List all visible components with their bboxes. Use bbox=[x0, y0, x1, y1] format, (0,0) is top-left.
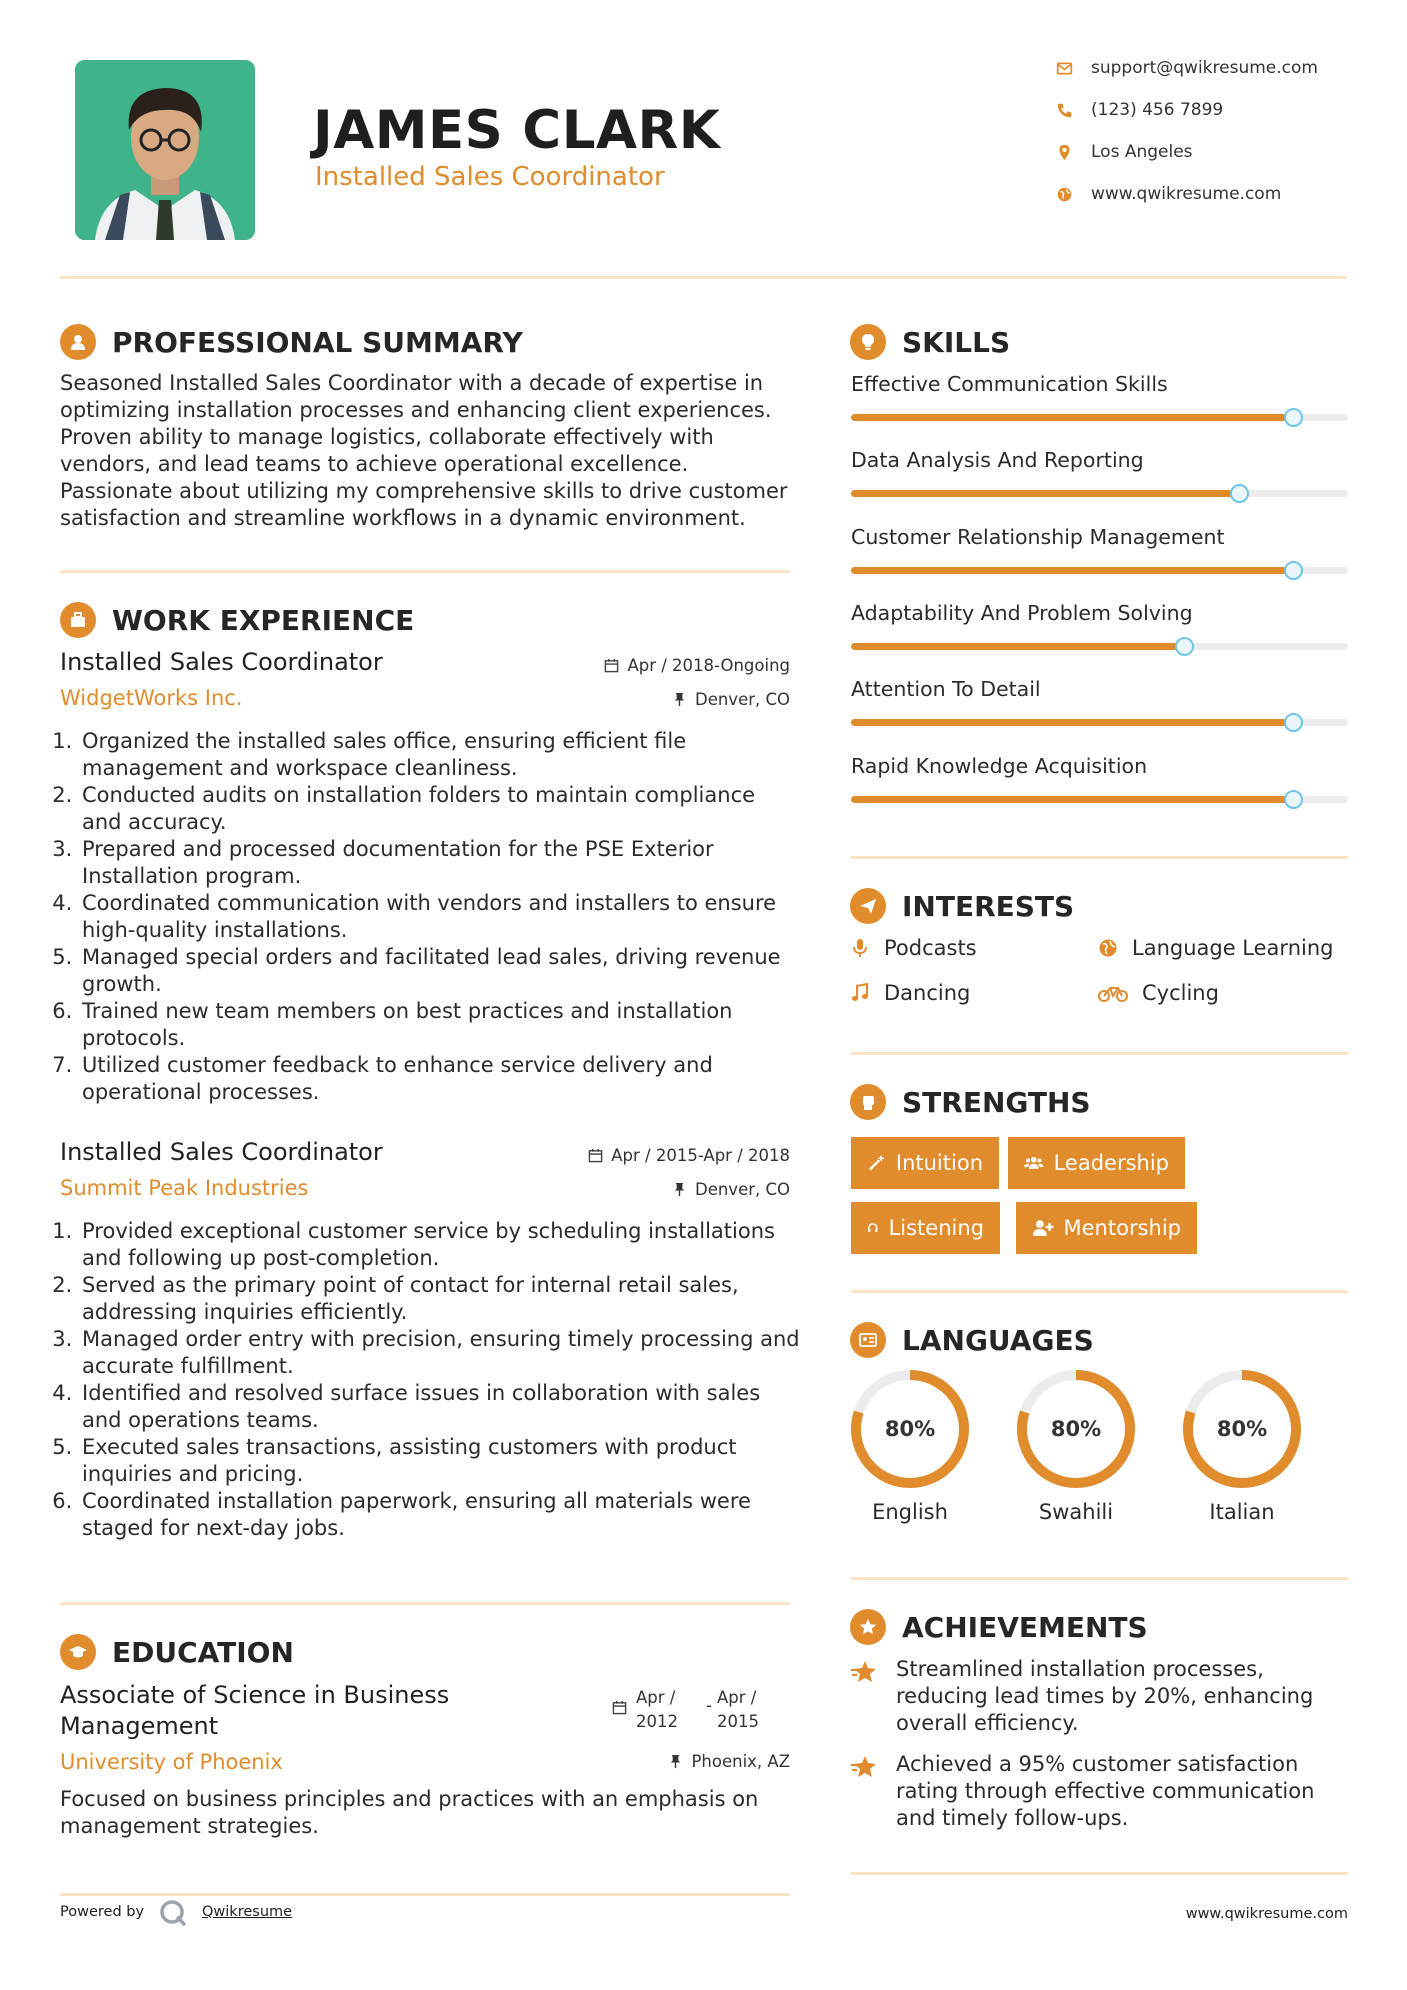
summary-divider bbox=[60, 570, 790, 573]
interest-label: Cycling bbox=[1142, 981, 1219, 1005]
globe-icon bbox=[1098, 938, 1118, 958]
skills-heading bbox=[850, 324, 1010, 360]
education-school: University of Phoenix bbox=[60, 1750, 283, 1774]
summary-heading bbox=[60, 324, 523, 360]
language-percent: 80% bbox=[884, 1417, 936, 1441]
achievements-heading bbox=[850, 1609, 1148, 1645]
skill-bar bbox=[851, 719, 1348, 726]
calendar-icon bbox=[612, 1700, 627, 1715]
language-ring bbox=[1015, 1368, 1137, 1490]
globe-icon bbox=[1056, 186, 1073, 203]
magic-wand-icon bbox=[867, 1152, 886, 1174]
pushpin-icon bbox=[672, 1182, 687, 1197]
strength-intuition bbox=[851, 1137, 999, 1189]
language-name: English bbox=[872, 1500, 948, 1524]
skill-bar-fill bbox=[851, 490, 1239, 497]
summary-text: Seasoned Installed Sales Coordinator with a decade of expertise in optimizing installation processes and enhancing client experiences. Proven ability to manage logistics, collaborate effectively with vendors, and lead teams to achieve operational excellence. Passionate about utilizing my comprehensive skills to drive customer satisfaction and streamline workflows in a dynamic environment. bbox=[60, 371, 788, 530]
calendar-icon bbox=[604, 658, 619, 673]
interest-dancing bbox=[850, 981, 970, 1005]
language-name: Italian bbox=[1209, 1500, 1275, 1524]
contact-email-text: support@qwikresume.com bbox=[1091, 58, 1318, 78]
skill-bar bbox=[851, 567, 1348, 574]
achievements-divider bbox=[851, 1872, 1348, 1875]
job-2-duties bbox=[60, 1218, 800, 1542]
candidate-title: Installed Sales Coordinator bbox=[315, 162, 665, 192]
contact-website[interactable] bbox=[1056, 184, 1356, 204]
achievement-text: Streamlined installation processes, reducing lead times by 20%, enhancing overall efficiency. bbox=[896, 1657, 1314, 1735]
raised-fist-icon bbox=[850, 1084, 886, 1120]
interests-heading bbox=[850, 888, 1074, 924]
language-name: Swahili bbox=[1038, 1500, 1114, 1524]
skill-label: Effective Communication Skills bbox=[851, 372, 1168, 396]
achievement-star-icon bbox=[850, 1658, 878, 1686]
skill-label: Adaptability And Problem Solving bbox=[851, 600, 1193, 625]
paper-plane-icon bbox=[850, 888, 886, 924]
contact-location bbox=[1056, 142, 1356, 162]
user-plus-icon bbox=[1032, 1217, 1054, 1239]
map-pin-icon bbox=[1056, 144, 1073, 161]
footer-brand-link[interactable]: Qwikresume bbox=[202, 1904, 293, 1920]
job-1-duties bbox=[60, 728, 800, 1106]
strength-mentorship bbox=[1016, 1202, 1197, 1254]
education-date-separator: - bbox=[706, 1696, 712, 1715]
interest-language-learning bbox=[1098, 936, 1333, 960]
header-divider bbox=[60, 276, 1347, 279]
language-percent: 80% bbox=[1050, 1417, 1102, 1441]
job-1-duty: 7. Utilized customer feedback to enhance service delivery and operational processes. bbox=[79, 1052, 800, 1106]
job-2-dates-text: Apr / 2015-Apr / 2018 bbox=[611, 1146, 790, 1165]
id-card-icon bbox=[850, 1322, 886, 1358]
job-2-duty: 6. Coordinated installation paperwork, ensuring all materials were staged for next-day jobs. bbox=[79, 1488, 800, 1542]
achievements-heading-text: ACHIEVEMENTS bbox=[902, 1610, 1148, 1644]
strength-listening bbox=[851, 1202, 1000, 1254]
work-heading-text: WORK EXPERIENCE bbox=[112, 603, 415, 637]
work-divider bbox=[60, 1602, 790, 1605]
interest-cycling bbox=[1098, 981, 1219, 1005]
language-percent: 80% bbox=[1216, 1417, 1268, 1441]
job-1-location bbox=[490, 690, 790, 709]
job-2-location bbox=[490, 1180, 790, 1199]
music-note-icon bbox=[850, 983, 870, 1003]
skills-divider bbox=[851, 856, 1348, 859]
interest-label: Language Learning bbox=[1132, 936, 1334, 960]
job-2-duty: 4. Identified and resolved surface issues in collaboration with sales and operations teams. bbox=[79, 1380, 800, 1434]
achievement-item bbox=[850, 1656, 1330, 1737]
envelope-icon bbox=[1056, 60, 1073, 77]
strength-label: Mentorship bbox=[1063, 1216, 1181, 1240]
education-divider bbox=[60, 1893, 790, 1896]
candidate-name: JAMES CLARK bbox=[313, 100, 721, 161]
job-1-duty: 1. Organized the installed sales office, ensuring efficient file management and workspace cleanliness. bbox=[79, 728, 800, 782]
skill-bar-knob bbox=[1175, 637, 1194, 656]
language-item bbox=[1011, 1368, 1141, 1524]
job-1-dates bbox=[490, 656, 790, 675]
skill-bar-fill bbox=[851, 414, 1293, 421]
language-item bbox=[845, 1368, 975, 1524]
skill-bar bbox=[851, 490, 1348, 497]
achievement-item bbox=[850, 1751, 1330, 1832]
job-1-duty: 6. Trained new team members on best practices and installation protocols. bbox=[79, 998, 800, 1052]
contact-location-text: Los Angeles bbox=[1091, 142, 1193, 162]
skill-bar-knob bbox=[1284, 713, 1303, 732]
job-2-duty: 2. Served as the primary point of contact for internal retail sales, addressing inquiries efficiently. bbox=[79, 1272, 800, 1326]
skill-bar-fill bbox=[851, 719, 1293, 726]
job-1-dates-text: Apr / 2018-Ongoing bbox=[627, 656, 790, 675]
skill-bar-knob bbox=[1230, 484, 1249, 503]
microphone-icon bbox=[850, 938, 870, 958]
user-icon bbox=[60, 324, 96, 360]
qwikresume-logo-icon bbox=[158, 1898, 188, 1928]
skill-label: Attention To Detail bbox=[851, 677, 1041, 702]
skills-heading-text: SKILLS bbox=[902, 325, 1011, 359]
interest-label: Dancing bbox=[884, 981, 971, 1005]
job-1-duty: 2. Conducted audits on installation folders to maintain compliance and accuracy. bbox=[79, 782, 800, 836]
star-badge-icon bbox=[850, 1609, 886, 1645]
job-2-title: Installed Sales Coordinator bbox=[60, 1138, 383, 1166]
skill-label: Rapid Knowledge Acquisition bbox=[851, 753, 1148, 778]
job-1-duty: 3. Prepared and processed documentation for the PSE Exterior Installation program. bbox=[79, 836, 800, 890]
graduation-cap-icon bbox=[60, 1634, 96, 1670]
calendar-icon bbox=[588, 1148, 603, 1163]
language-ring bbox=[849, 1368, 971, 1490]
language-ring bbox=[1181, 1368, 1303, 1490]
job-1-location-text: Denver, CO bbox=[694, 690, 790, 709]
strengths-divider bbox=[851, 1290, 1348, 1293]
education-heading bbox=[60, 1634, 294, 1670]
languages-heading-text: LANGUAGES bbox=[902, 1323, 1094, 1357]
interest-podcasts bbox=[850, 936, 977, 960]
language-item bbox=[1177, 1368, 1307, 1524]
education-location-text: Phoenix, AZ bbox=[691, 1752, 790, 1771]
strength-leadership bbox=[1008, 1137, 1185, 1189]
achievement-text: Achieved a 95% customer satisfaction rating through effective communication and timely follow-ups. bbox=[896, 1752, 1315, 1830]
strengths-heading bbox=[850, 1084, 1091, 1120]
interests-divider bbox=[851, 1052, 1348, 1055]
education-location bbox=[490, 1752, 790, 1771]
skill-bar bbox=[851, 796, 1348, 803]
bicycle-icon bbox=[1098, 983, 1128, 1003]
job-1-duty: 5. Managed special orders and facilitated lead sales, driving revenue growth. bbox=[79, 944, 800, 998]
languages-divider bbox=[851, 1577, 1348, 1580]
skill-label: Data Analysis And Reporting bbox=[851, 448, 1144, 473]
job-2-location-text: Denver, CO bbox=[694, 1180, 790, 1199]
phone-icon bbox=[1056, 102, 1073, 119]
strength-label: Listening bbox=[888, 1216, 984, 1240]
achievement-star-icon bbox=[850, 1753, 878, 1781]
job-2-dates bbox=[490, 1146, 790, 1165]
skill-bar bbox=[851, 643, 1348, 650]
summary-heading-text: PROFESSIONAL SUMMARY bbox=[112, 325, 523, 359]
pushpin-icon bbox=[672, 692, 687, 707]
job-1-duty: 4. Coordinated communication with vendors and installers to ensure high-quality installations. bbox=[79, 890, 800, 944]
profile-photo bbox=[75, 60, 255, 240]
contact-website-text: www.qwikresume.com bbox=[1091, 184, 1282, 204]
education-heading-text: EDUCATION bbox=[112, 1635, 294, 1669]
work-heading bbox=[60, 602, 414, 638]
contact-email[interactable] bbox=[1056, 58, 1356, 78]
pushpin-icon bbox=[668, 1754, 683, 1769]
education-end: Apr / 2015 bbox=[717, 1688, 759, 1731]
interest-label: Podcasts bbox=[884, 936, 977, 960]
education-description: Focused on business principles and practices with an emphasis on management strategies. bbox=[60, 1787, 759, 1838]
footer-website-link[interactable]: www.qwikresume.com bbox=[1185, 1906, 1348, 1922]
users-icon bbox=[1024, 1152, 1044, 1174]
job-2-company: Summit Peak Industries bbox=[60, 1176, 309, 1200]
headphones-icon bbox=[867, 1217, 879, 1239]
skill-label: Customer Relationship Management bbox=[851, 524, 1225, 549]
job-1-title: Installed Sales Coordinator bbox=[60, 648, 383, 676]
skill-bar-knob bbox=[1284, 790, 1303, 809]
job-2-duty: 3. Managed order entry with precision, ensuring timely processing and accurate fulfillment. bbox=[79, 1326, 800, 1380]
job-2-duty: 5. Executed sales transactions, assisting customers with product inquiries and pricing. bbox=[79, 1434, 800, 1488]
job-1-company: WidgetWorks Inc. bbox=[60, 686, 243, 710]
skill-bar-knob bbox=[1284, 561, 1303, 580]
skill-bar-knob bbox=[1284, 408, 1303, 427]
skill-bar bbox=[851, 414, 1348, 421]
footer-powered-by: Powered by bbox=[60, 1904, 145, 1920]
briefcase-icon bbox=[60, 602, 96, 638]
skill-bar-fill bbox=[851, 567, 1293, 574]
contact-phone[interactable] bbox=[1056, 100, 1356, 120]
contact-phone-text: (123) 456 7899 bbox=[1091, 100, 1224, 120]
strength-label: Leadership bbox=[1053, 1151, 1169, 1175]
strength-label: Intuition bbox=[895, 1151, 983, 1175]
education-degree: Associate of Science in Business Management bbox=[60, 1681, 450, 1740]
education-dates bbox=[610, 1686, 790, 1736]
skill-bar-fill bbox=[851, 643, 1184, 650]
lightbulb-icon bbox=[850, 324, 886, 360]
languages-heading bbox=[850, 1322, 1094, 1358]
interests-heading-text: INTERESTS bbox=[902, 889, 1075, 923]
skill-bar-fill bbox=[851, 796, 1293, 803]
strengths-heading-text: STRENGTHS bbox=[902, 1085, 1091, 1119]
job-2-duty: 1. Provided exceptional customer service by scheduling installations and following up post-completion. bbox=[79, 1218, 800, 1272]
education-start: Apr / 2012 bbox=[636, 1688, 678, 1731]
